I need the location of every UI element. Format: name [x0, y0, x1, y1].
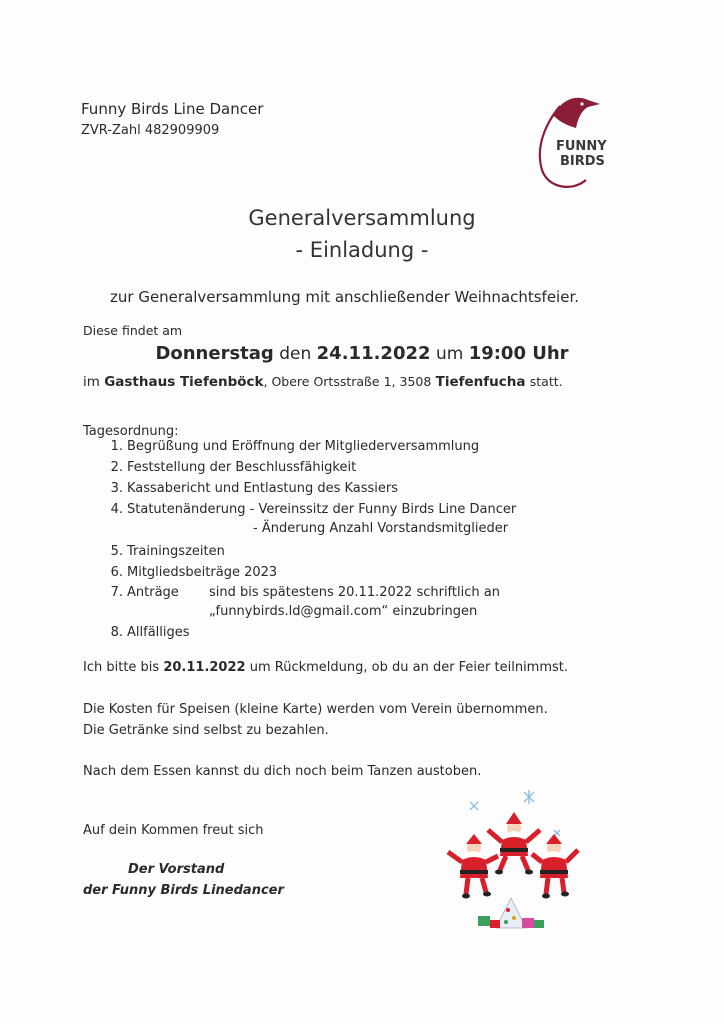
agenda-text: Begrüßung und Eröffnung der Mitgliederversammlung: [127, 439, 480, 454]
agenda-num: 6.: [110, 565, 123, 580]
costs-line-2: Die Getränke sind selbst zu bezahlen.: [83, 723, 329, 738]
santa-center-icon: [488, 812, 540, 875]
agenda-num: 3.: [110, 481, 123, 496]
agenda-num: 8.: [110, 625, 123, 640]
venue-town: Tiefenfucha: [435, 374, 526, 390]
event-date: 24.11.2022: [316, 343, 431, 364]
rsvp-after: um Rückmeldung, ob du an der Feier teilnimmst.: [249, 660, 569, 675]
findet-am-text: Diese findet am: [83, 323, 183, 338]
dance-line: Nach dem Essen kannst du dich noch beim Tanzen austoben.: [83, 764, 482, 779]
rsvp-before: Ich bitte bis: [83, 660, 160, 675]
page-subtitle: - Einladung -: [295, 238, 429, 262]
rsvp-line: [83, 660, 568, 675]
event-day: Donnerstag: [155, 343, 274, 364]
agenda-num: 5.: [110, 544, 123, 559]
santa-left-icon: [448, 834, 498, 899]
agenda-text: Mitgliedsbeiträge 2023: [127, 565, 278, 580]
agenda-text: Kassabericht und Entlastung des Kassiers: [127, 481, 399, 496]
org-zvr-number: ZVR-Zahl 482909909: [81, 123, 220, 138]
org-name: Funny Birds Line Dancer: [81, 100, 264, 118]
agenda-text: Anträge: [127, 585, 179, 600]
page-title: Generalversammlung: [248, 206, 476, 230]
agenda-item-7-detail: sind bis spätestens 20.11.2022 schriftlich an: [209, 585, 500, 600]
agenda-num: 1.: [110, 439, 123, 454]
agenda-num: 4.: [110, 502, 123, 517]
closing-line: Auf dein Kommen freut sich: [83, 823, 264, 838]
agenda-text: Statutenänderung - Vereinssitz der Funny Birds Line Dancer: [127, 502, 517, 517]
dancing-santas-illustration: [436, 786, 586, 936]
agenda-text: Allfälliges: [127, 625, 190, 640]
agenda-text: Feststellung der Beschlussfähigkeit: [127, 460, 357, 475]
venue-address: , Obere Ortsstraße 1, 3508: [263, 374, 432, 389]
gift-tree-icon: [478, 898, 544, 928]
event-den: den: [279, 344, 312, 364]
venue-statt: statt.: [529, 374, 563, 389]
rsvp-date: 20.11.2022: [163, 660, 246, 675]
event-um: um: [435, 344, 464, 364]
intro-text: zur Generalversammlung mit anschließender Weihnachtsfeier.: [110, 288, 579, 306]
event-date-line: [0, 343, 724, 364]
agenda-item-7-detail2: „funnybirds.ld@gmail.com“ einzubringen: [209, 604, 478, 619]
venue-name: Gasthaus Tiefenböck: [104, 374, 264, 390]
agenda-num: 7.: [110, 585, 123, 600]
signature-line-1: Der Vorstand: [128, 862, 225, 877]
venue-line: [83, 374, 563, 390]
venue-im: im: [83, 374, 100, 390]
agenda-text: Trainingszeiten: [127, 544, 225, 559]
logo-text-funny: FUNNY: [556, 139, 607, 154]
signature-line-2: der Funny Birds Linedancer: [83, 883, 284, 898]
santa-right-icon: [532, 834, 578, 899]
logo-text-birds: BIRDS: [560, 154, 605, 169]
costs-line-1: Die Kosten für Speisen (kleine Karte) werden vom Verein übernommen.: [83, 702, 548, 717]
funny-birds-logo: [520, 88, 620, 196]
agenda-num: 2.: [110, 460, 123, 475]
agenda-title: Tagesordnung:: [83, 424, 179, 439]
agenda-item-4-sub: - Änderung Anzahl Vorstandsmitglieder: [253, 521, 509, 536]
event-time: 19:00 Uhr: [468, 343, 569, 364]
